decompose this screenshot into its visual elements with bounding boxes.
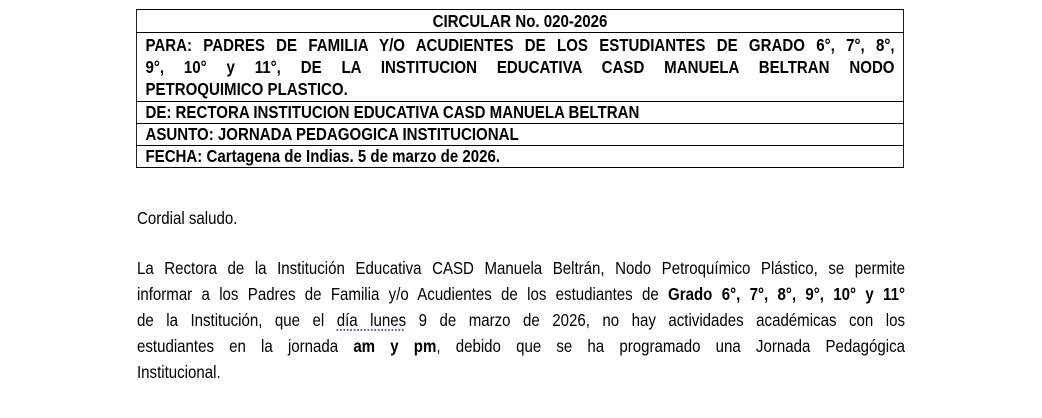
body-line-3-pre: de la Institución, que el [137,310,337,330]
greeting: Cordial saludo. [137,208,238,228]
body-paragraph [137,255,905,385]
para-line-1: PARA: PADRES DE FAMILIA Y/O ACUDIENTES DE LOS ESTUDIANTES DE GRADO 6°, 7°, 8°, [145,35,895,55]
body-line-3 [137,307,905,333]
de-sender: DE: RECTORA INSTITUCION EDUCATIVA CASD MANUELA BELTRAN [136,102,903,124]
fecha-row [136,146,903,168]
body-line-2 [137,281,905,307]
circular-title: CIRCULAR No. 020-2026 [136,10,903,33]
de-row [136,102,903,124]
para-recipients [136,33,903,102]
body-line-4-pre: estudiantes en la jornada [137,336,354,356]
body-line-2-text: informar a los Padres de Familia y/o Acudientes de los estudiantes de [137,284,669,304]
body-line-4-post: , debido que se ha programado una Jornada Pedagógica [436,336,905,356]
circular-header-table [136,9,904,168]
title-row [136,10,903,33]
body-line-4 [137,333,905,359]
body-line-3-post: 9 de marzo de 2026, no hay actividades académicas con los [406,310,905,330]
para-row [136,33,903,102]
para-line-2: 9°, 10° y 11°, DE LA INSTITUCION EDUCATIVA CASD MANUELA BELTRAN NODO [145,57,895,77]
body-line-1: La Rectora de la Institución Educativa CASD Manuela Beltrán, Nodo Petroquímico Plástico, se permite [137,258,905,278]
shift-bold: am y pm [353,336,437,356]
para-line-3: PETROQUIMICO PLASTICO. [145,79,348,99]
asunto-row [136,124,903,146]
body-line-5: Institucional. [137,362,221,382]
asunto-subject: ASUNTO: JORNADA PEDAGOGICA INSTITUCIONAL [136,124,903,146]
grades-bold: Grado 6°, 7°, 8°, 9°, 10° y 11° [668,284,905,304]
grammar-flagged-text[interactable]: día lunes [336,310,407,330]
fecha-date: FECHA: Cartagena de Indias. 5 de marzo de 2026. [136,146,903,168]
